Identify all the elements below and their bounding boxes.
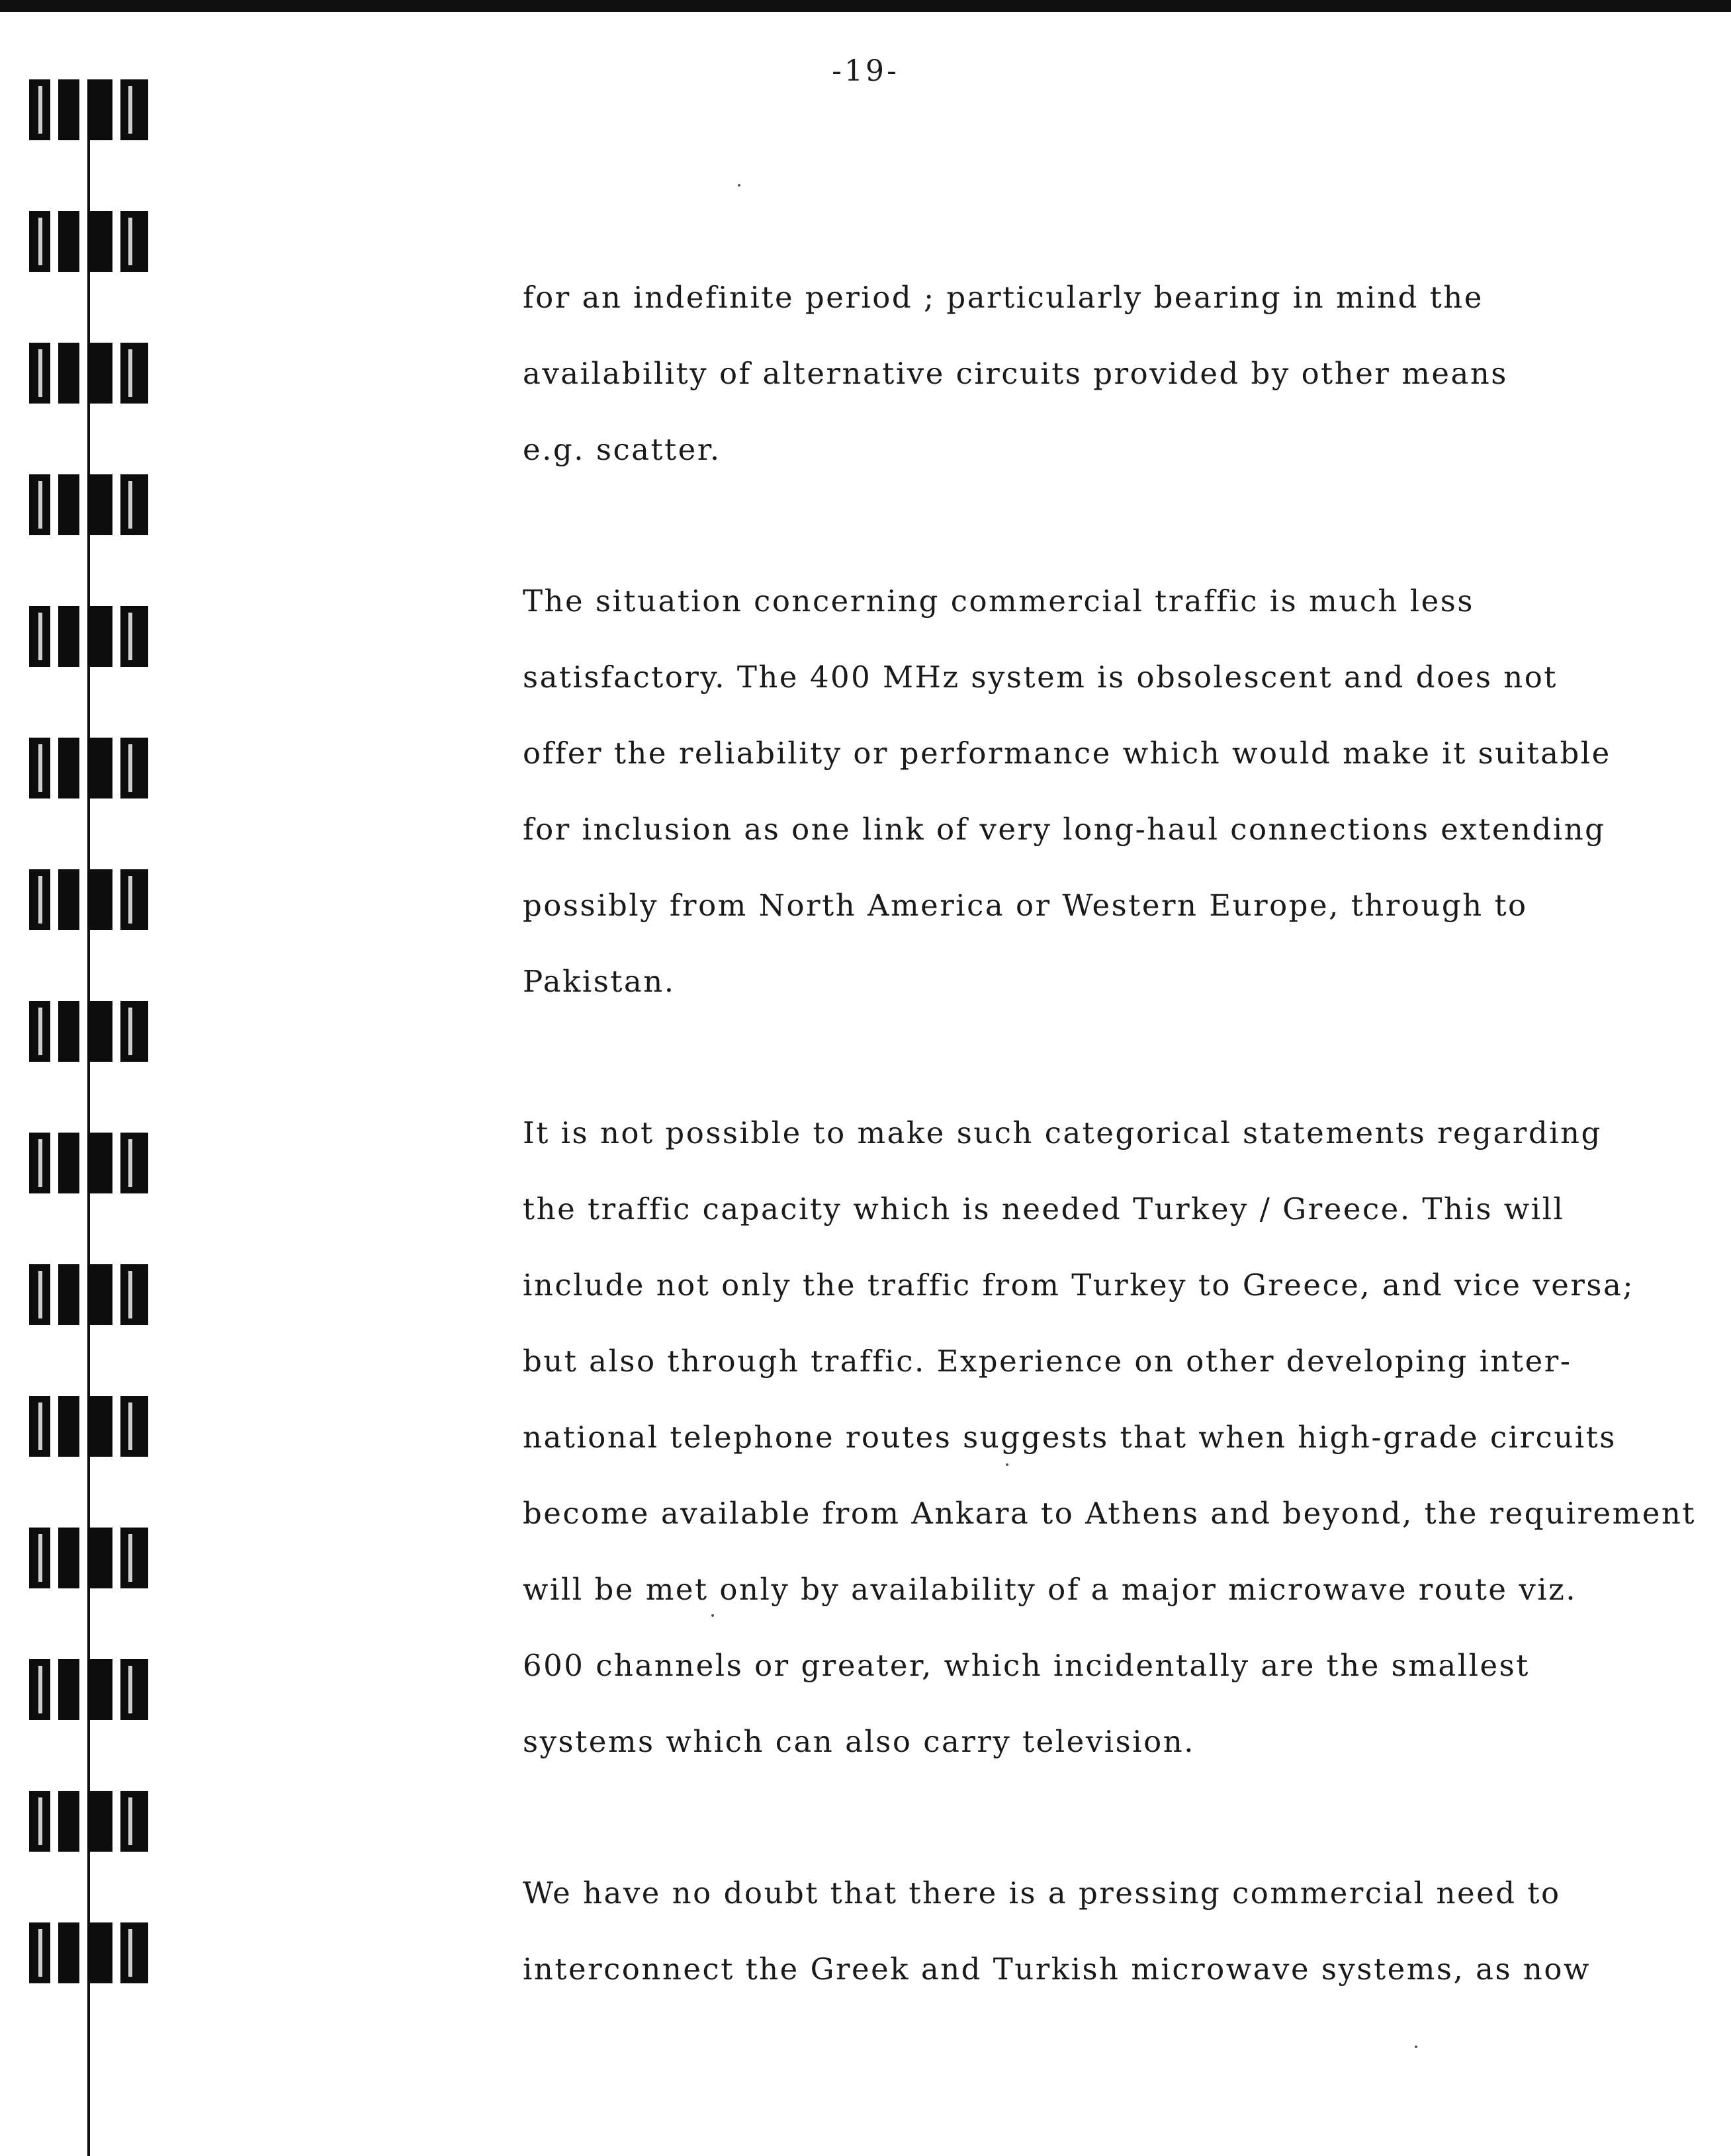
binding-ring bbox=[29, 343, 148, 404]
binding-ring-segment bbox=[120, 1396, 148, 1457]
binding-ring-segment bbox=[87, 343, 112, 404]
binding-ring-segment bbox=[58, 1133, 79, 1193]
binding-ring-segment bbox=[87, 606, 112, 667]
binding-ring-highlight bbox=[128, 1139, 132, 1187]
binding-ring-segment bbox=[58, 1922, 79, 1983]
binding-ring-segment bbox=[87, 1001, 112, 1062]
binding-ring-segment bbox=[87, 1396, 112, 1457]
binding-ring-segment bbox=[58, 79, 79, 140]
binding-ring-highlight bbox=[128, 1666, 132, 1713]
binding-ring-segment bbox=[58, 1001, 79, 1062]
binding-ring-highlight bbox=[38, 1534, 42, 1582]
binding-ring-highlight bbox=[128, 613, 132, 660]
binding-ring-segment bbox=[120, 1791, 148, 1852]
paragraph-2: The situation concerning commercial traffic is much less satisfactory. The 400 MHz system is obsolescent and does not offer the reliability or performance which would make it suitable for inclusion as one link of very long-haul connections extending possibly from North America or Western Europe, through to Pakistan. bbox=[523, 583, 1611, 999]
binding-ring-highlight bbox=[128, 218, 132, 265]
binding-ring-segment bbox=[87, 869, 112, 930]
binding-ring-highlight bbox=[128, 86, 132, 134]
binding-ring-highlight bbox=[38, 1008, 42, 1055]
binding-ring-segment bbox=[120, 211, 148, 272]
page-body bbox=[523, 259, 1701, 2083]
binding-ring-segment bbox=[120, 1001, 148, 1062]
binding-ring-segment bbox=[120, 79, 148, 140]
scan-speck bbox=[1006, 1463, 1008, 1466]
binding-ring-segment bbox=[58, 606, 79, 667]
binding-ring-segment bbox=[87, 1133, 112, 1193]
binding-ring-segment bbox=[58, 1396, 79, 1457]
binding-ring bbox=[29, 79, 148, 140]
binding-ring bbox=[29, 606, 148, 667]
binding-ring-segment bbox=[58, 1528, 79, 1588]
binding-ring-segment bbox=[87, 1264, 112, 1325]
binding-ring-segment bbox=[87, 1528, 112, 1588]
binding-ring bbox=[29, 1001, 148, 1062]
binding-ring-segment bbox=[120, 343, 148, 404]
binding-ring-highlight bbox=[128, 1534, 132, 1582]
binding-ring-highlight bbox=[128, 744, 132, 792]
binding-ring-segment bbox=[87, 79, 112, 140]
page-number: -19- bbox=[832, 54, 899, 88]
binding-ring-segment bbox=[120, 1659, 148, 1720]
binding-ring-segment bbox=[87, 738, 112, 798]
binding-ring-segment bbox=[87, 1922, 112, 1983]
binding-ring-highlight bbox=[38, 1402, 42, 1450]
binding-ring bbox=[29, 1659, 148, 1720]
binding-ring-segment bbox=[87, 1659, 112, 1720]
binding-ring-highlight bbox=[38, 1929, 42, 1977]
binding-ring-segment bbox=[120, 606, 148, 667]
binding-ring-segment bbox=[120, 738, 148, 798]
binding-ring-highlight bbox=[128, 1008, 132, 1055]
paragraph-1: for an indefinite period ; particularly bearing in mind the availability of alternative circuits provided by other means e.g. scatter. bbox=[523, 280, 1508, 467]
binding-ring-highlight bbox=[38, 218, 42, 265]
binding-ring-highlight bbox=[38, 86, 42, 134]
scan-speck bbox=[1415, 2046, 1417, 2048]
binding-ring-segment bbox=[120, 1264, 148, 1325]
binding-ring-highlight bbox=[128, 1929, 132, 1977]
paragraph-4: We have no doubt that there is a pressing commercial need to interconnect the Greek and Turkish microwave systems, as now bbox=[523, 1876, 1591, 1987]
binding-ring-highlight bbox=[38, 1271, 42, 1318]
binding-ring-segment bbox=[120, 1922, 148, 1983]
binding-ring-highlight bbox=[128, 1402, 132, 1450]
binding-ring-segment bbox=[87, 474, 112, 535]
paragraph-3: It is not possible to make such categorical statements regarding the traffic capacity which is needed Turkey / Greece. This will include not only the traffic from Turkey to Greece, and vice versa; but also through traffic. Experience on other developing inter- national telephone routes suggests that when high-grade circuits become available from Ankara to Athens and beyond, the requirement will be met only by availability of a major microwave route viz. 600 channels or greater, which incidentally are the smallest systems which can also carry television. bbox=[523, 1115, 1696, 1759]
binding-ring bbox=[29, 1922, 148, 1983]
binding-ring bbox=[29, 474, 148, 535]
binding-ring-highlight bbox=[38, 876, 42, 924]
binding-ring-highlight bbox=[38, 1797, 42, 1845]
binding-ring-highlight bbox=[128, 481, 132, 529]
binding-ring-highlight bbox=[128, 1271, 132, 1318]
spiral-binding-icon bbox=[0, 0, 159, 2156]
binding-ring bbox=[29, 869, 148, 930]
binding-ring-segment bbox=[120, 1528, 148, 1588]
binding-ring-highlight bbox=[38, 349, 42, 397]
binding-ring-segment bbox=[87, 211, 112, 272]
binding-ring-highlight bbox=[38, 1666, 42, 1713]
binding-ring-segment bbox=[120, 869, 148, 930]
binding-ring-highlight bbox=[128, 349, 132, 397]
binding-ring-highlight bbox=[38, 744, 42, 792]
binding-ring-highlight bbox=[38, 1139, 42, 1187]
binding-ring-segment bbox=[58, 1659, 79, 1720]
binding-ring-segment bbox=[58, 869, 79, 930]
binding-ring-segment bbox=[58, 474, 79, 535]
scan-top-edge bbox=[0, 0, 1731, 12]
binding-ring bbox=[29, 738, 148, 798]
binding-ring-segment bbox=[58, 1791, 79, 1852]
binding-ring-segment bbox=[120, 1133, 148, 1193]
binding-ring bbox=[29, 1133, 148, 1193]
binding-ring-segment bbox=[58, 1264, 79, 1325]
binding-ring bbox=[29, 1791, 148, 1852]
binding-ring bbox=[29, 211, 148, 272]
binding-ring bbox=[29, 1396, 148, 1457]
binding-ring-segment bbox=[120, 474, 148, 535]
binding-ring-highlight bbox=[38, 481, 42, 529]
binding-ring bbox=[29, 1528, 148, 1588]
binding-ring-segment bbox=[87, 1791, 112, 1852]
binding-ring bbox=[29, 1264, 148, 1325]
binding-ring-segment bbox=[58, 211, 79, 272]
binding-ring-highlight bbox=[128, 1797, 132, 1845]
binding-ring-segment bbox=[58, 343, 79, 404]
binding-ring-segment bbox=[58, 738, 79, 798]
scan-speck bbox=[711, 1614, 714, 1617]
binding-ring-highlight bbox=[128, 876, 132, 924]
binding-ring-highlight bbox=[38, 613, 42, 660]
scan-speck bbox=[738, 184, 740, 187]
